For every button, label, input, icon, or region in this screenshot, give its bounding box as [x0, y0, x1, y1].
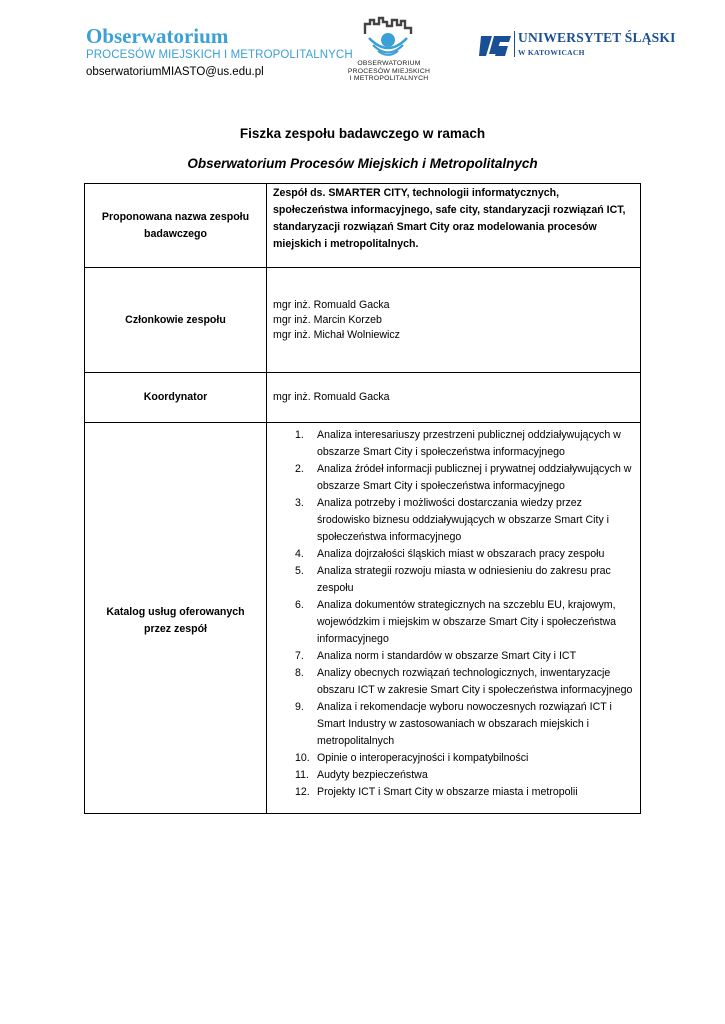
- table-row: [85, 373, 641, 423]
- university-emblem-icon: [478, 30, 512, 60]
- university-logo-divider: [514, 31, 515, 57]
- list-item-number: 11.: [295, 769, 309, 781]
- list-item: [295, 750, 634, 767]
- list-item-text: Opinie o interoperacyjności i kompatybilności: [317, 752, 529, 764]
- list-item-number: 9.: [295, 701, 304, 713]
- services-label: Katalog usług oferowanych przez zespół: [85, 423, 267, 814]
- table-row: [85, 268, 641, 373]
- team-name-value: Zespół ds. SMARTER CITY, technologii informatycznych, społeczeństwa informacyjnego, safe city, standaryzacji rozwiązań ICT, standaryzacji rozwiązań Smart City oraz modelowania procesów miejskich i metropolitalnych.: [267, 184, 641, 268]
- list-item: [295, 767, 634, 784]
- list-item: [295, 784, 634, 801]
- list-item-text: Analiza interesariuszy przestrzeni publicznej oddziaływujących w obszarze Smart City i społeczeństwa informacyjnego: [317, 429, 621, 458]
- list-item-text: Analiza potrzeby i możliwości dostarczania wiedzy przez środowisko biznesu oddziaływujących w obszarze Smart City i społeczeństwa informacyjnego: [317, 497, 610, 543]
- page-header: [0, 0, 725, 100]
- list-item-text: Analizy obecnych rozwiązań technologicznych, inwentaryzacje obszaru ICT w zakresie Smart City i społeczeństwa informacyjnego: [317, 667, 633, 696]
- list-item-number: 12.: [295, 786, 310, 798]
- logo-line: OBSERWATORIUM: [357, 60, 421, 67]
- contact-email: obserwatoriumMIASTO@us.edu.pl: [86, 66, 264, 78]
- list-item-text: Analiza i rekomendacje wyboru nowoczesnych rozwiązań ICT i Smart Industry w zastosowaniach w obszarach miejskich i metropolitalnych: [317, 701, 612, 747]
- list-item-number: 6.: [295, 599, 304, 611]
- members-label: Członkowie zespołu: [85, 268, 267, 373]
- coordinator-label: Koordynator: [85, 373, 267, 423]
- university-city: W KATOWICACH: [518, 48, 585, 57]
- university-logo: [478, 30, 676, 62]
- university-name: UNIWERSYTET ŚLĄSKI: [518, 30, 676, 45]
- services-value: [267, 423, 641, 814]
- list-item: [295, 648, 634, 665]
- list-item: [295, 546, 634, 563]
- list-item: [295, 461, 634, 495]
- city-skyline-icon: [359, 16, 419, 58]
- list-item: [295, 699, 634, 750]
- table-row: [85, 184, 641, 268]
- brand-title: Obserwatorium: [86, 24, 229, 48]
- observatory-logo: [346, 16, 432, 83]
- list-item-number: 5.: [295, 565, 304, 577]
- list-item-text: Audyty bezpieczeństwa: [317, 769, 428, 781]
- observatory-brand: [86, 24, 353, 80]
- observatory-logo-text: [346, 60, 432, 83]
- list-item-number: 7.: [295, 650, 304, 662]
- list-item-text: Analiza norm i standardów w obszarze Smart City i ICT: [317, 650, 577, 662]
- list-item-number: 4.: [295, 548, 304, 560]
- member-name: mgr inż. Michał Wolniewicz: [273, 328, 400, 341]
- document-title: Fiszka zespołu badawczego w ramach: [239, 126, 486, 141]
- logo-line: I METROPOLITALNYCH: [349, 75, 429, 83]
- member-name: mgr inż. Marcin Korzeb: [273, 313, 382, 326]
- members-value: [267, 268, 641, 373]
- services-list: [273, 427, 634, 801]
- brand-subtitle: PROCESÓW MIEJSKICH I METROPOLITALNYCH: [86, 49, 353, 61]
- team-name-label: Proponowana nazwa zespołu badawczego: [85, 184, 267, 268]
- list-item: [295, 665, 634, 699]
- list-item-number: 8.: [295, 667, 304, 679]
- list-item: [295, 495, 634, 546]
- member-name: mgr inż. Romuald Gacka: [273, 298, 390, 311]
- list-item: [295, 563, 634, 597]
- list-item-text: Analiza źródeł informacji publicznej i prywatnej oddziaływujących w obszarze Smart City i społeczeństwa informacyjnego: [317, 463, 632, 492]
- team-info-table: [84, 183, 641, 814]
- list-item: [295, 597, 634, 648]
- list-item-text: Analiza dokumentów strategicznych na szczeblu EU, krajowym, wojewódzkim i miejskim w obszarze Smart City i społeczeństwa informacyjnego: [317, 599, 617, 645]
- document-subtitle: Obserwatorium Procesów Miejskich i Metropolitalnych: [187, 156, 538, 171]
- coordinator-value: mgr inż. Romuald Gacka: [267, 373, 641, 423]
- list-item: [295, 427, 634, 461]
- list-item-text: Projekty ICT i Smart City w obszarze miasta i metropolii: [317, 786, 578, 798]
- list-item-text: Analiza dojrzałości śląskich miast w obszarach pracy zespołu: [317, 548, 605, 560]
- table-row: [85, 423, 641, 814]
- list-item-number: 10.: [295, 752, 310, 764]
- list-item-number: 1.: [295, 429, 304, 441]
- list-item-number: 2.: [295, 463, 304, 475]
- list-item-number: 3.: [295, 497, 304, 509]
- logo-line: PROCESÓW MIEJSKICH: [347, 67, 431, 75]
- list-item-text: Analiza strategii rozwoju miasta w odniesieniu do zakresu prac zespołu: [317, 565, 611, 594]
